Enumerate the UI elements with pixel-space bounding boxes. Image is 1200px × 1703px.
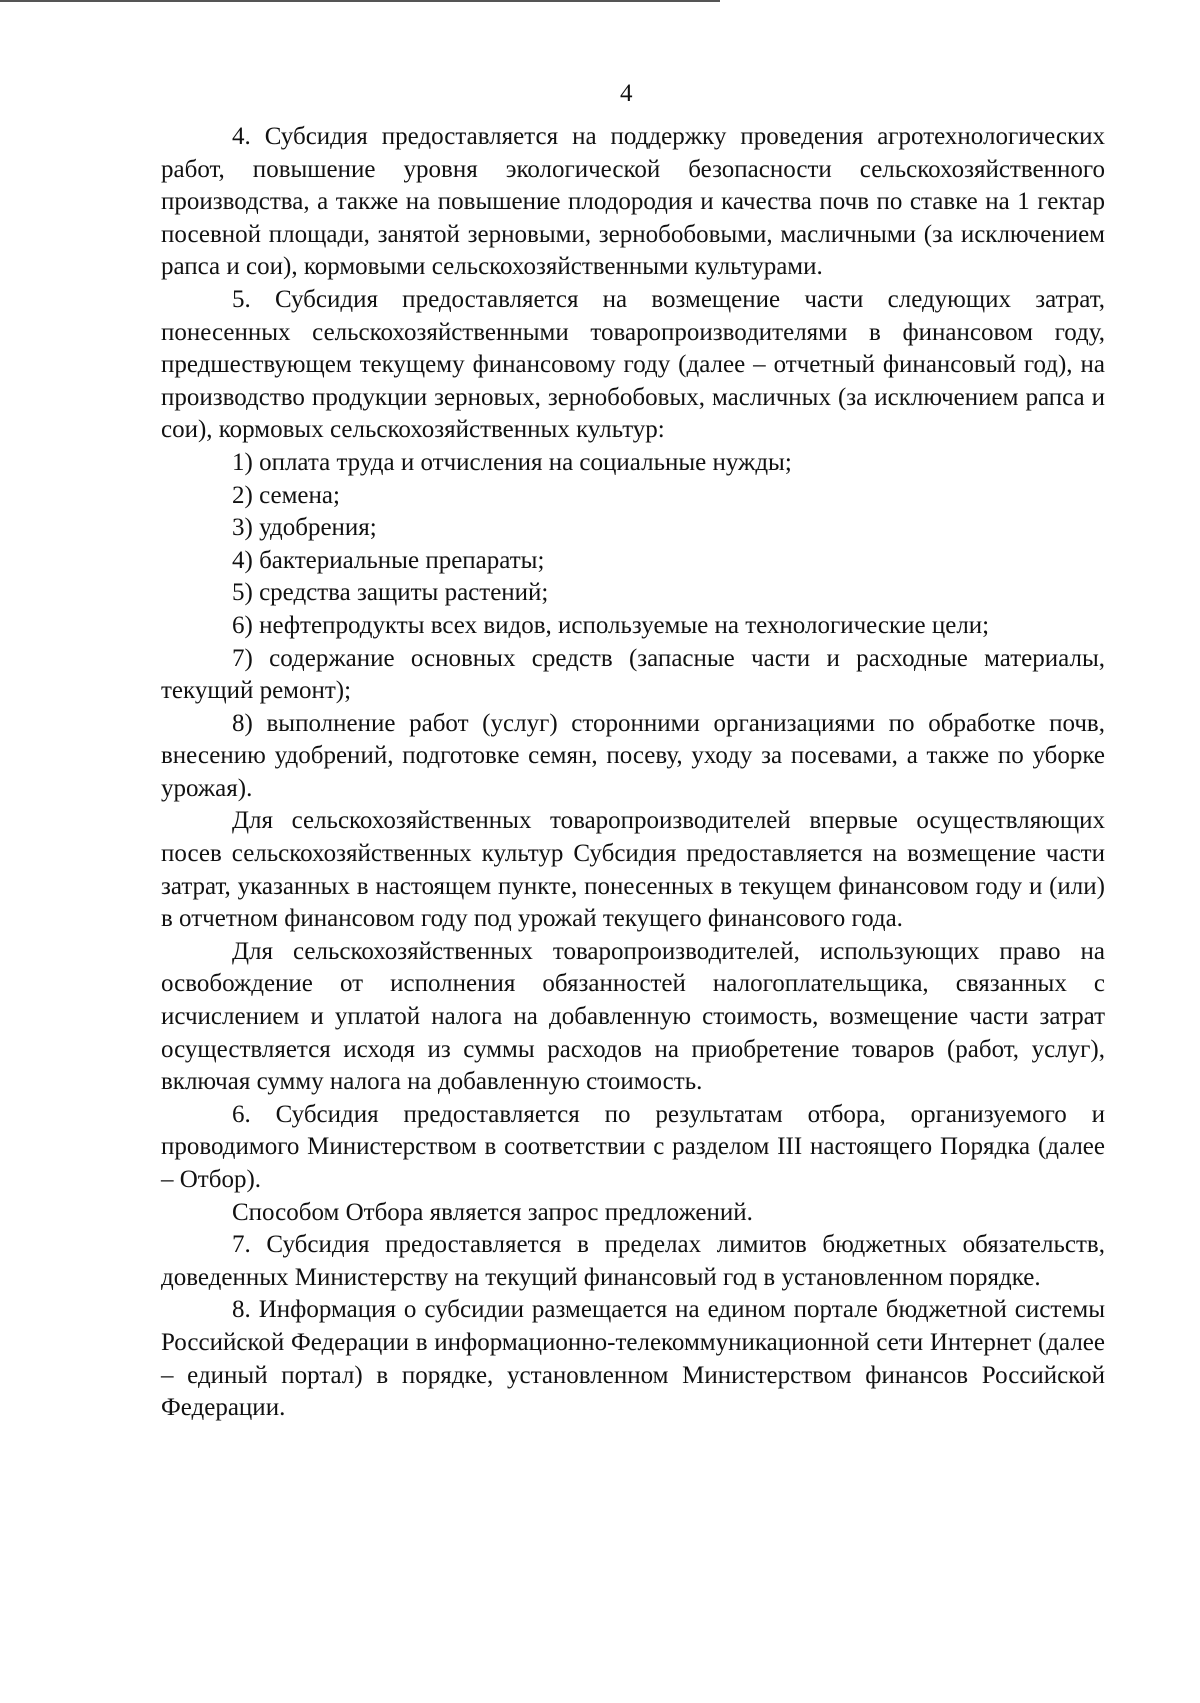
list-item-2: 2) семена; [232, 481, 340, 509]
list-item-5: 5) средства защиты растений; [232, 579, 549, 607]
list-item-8: 8) выполнение работ (услуг) сторонними организациями по обработке почв, внесению удобрений, подготовке семян, посеву, уходу за посевами, а также по уборке урожая). [161, 709, 1105, 802]
paragraph-first-time-producers: Для сельскохозяйственных товаропроизводителей впервые осуществляющих посев сельскохозяйственных культур Субсидия предоставляется на возмещение части затрат, указанных в настоящем пункте, понесенных в текущем финансовом году и (или) в отчетном финансовом году под урожай текущего финансового года. [161, 807, 1105, 933]
document-body [161, 121, 1105, 1425]
paragraph-6: 6. Субсидия предоставляется по результатам отбора, организуемого и проводимого Министерством в соответствии с разделом III настоящего Порядка (далее – Отбор). [161, 1100, 1105, 1193]
paragraph-8: 8. Информация о субсидии размещается на едином портале бюджетной системы Российской Федерации в информационно-телекоммуникационной сети Интернет (далее – единый портал) в порядке, установленном Министерством финансов Российской Федерации. [161, 1296, 1105, 1422]
paragraph-4: 4. Субсидия предоставляется на поддержку проведения агротехнологических работ, повышение уровня экологической безопасности сельскохозяйственного производства, а также на повышение плодородия и качества почв по ставке на 1 гектар посевной площади, занятой зерновыми, зернобобовыми, масличными (за исключением рапса и сои), кормовыми сельскохозяйственными культурами. [161, 123, 1105, 281]
page-number: 4 [620, 80, 633, 107]
list-item-4: 4) бактериальные препараты; [232, 546, 545, 574]
list-item-6: 6) нефтепродукты всех видов, используемые на технологические цели; [232, 611, 990, 639]
paragraph-5: 5. Субсидия предоставляется на возмещение части следующих затрат, понесенных сельскохозяйственными товаропроизводителями в финансовом году, предшествующем текущему финансовому году (далее – отчетный финансовый год), на производство продукции зерновых, зернобобовых, масличных (за исключением рапса и сои), кормовых сельскохозяйственных культур: [161, 285, 1105, 444]
list-item-1: 1) оплата труда и отчисления на социальные нужды; [232, 448, 792, 476]
paragraph-vat-exempt-producers: Для сельскохозяйственных товаропроизводителей, использующих право на освобождение от исполнения обязанностей налогоплательщика, связанных с исчислением и уплатой налога на добавленную стоимость, возмещение части затрат осуществляется исходя из суммы расходов на приобретение товаров (работ, услуг), включая сумму налога на добавленную стоимость. [161, 937, 1105, 1096]
list-item-3: 3) удобрения; [232, 514, 377, 542]
list-item-7: 7) содержание основных средств (запасные части и расходные материалы, текущий ремонт); [161, 644, 1105, 705]
paragraph-selection-method: Способом Отбора является запрос предложений. [232, 1198, 753, 1226]
paragraph-7: 7. Субсидия предоставляется в пределах лимитов бюджетных обязательств, доведенных Министерству на текущий финансовый год в установленном порядке. [161, 1231, 1105, 1291]
scan-edge-line [0, 0, 720, 2]
